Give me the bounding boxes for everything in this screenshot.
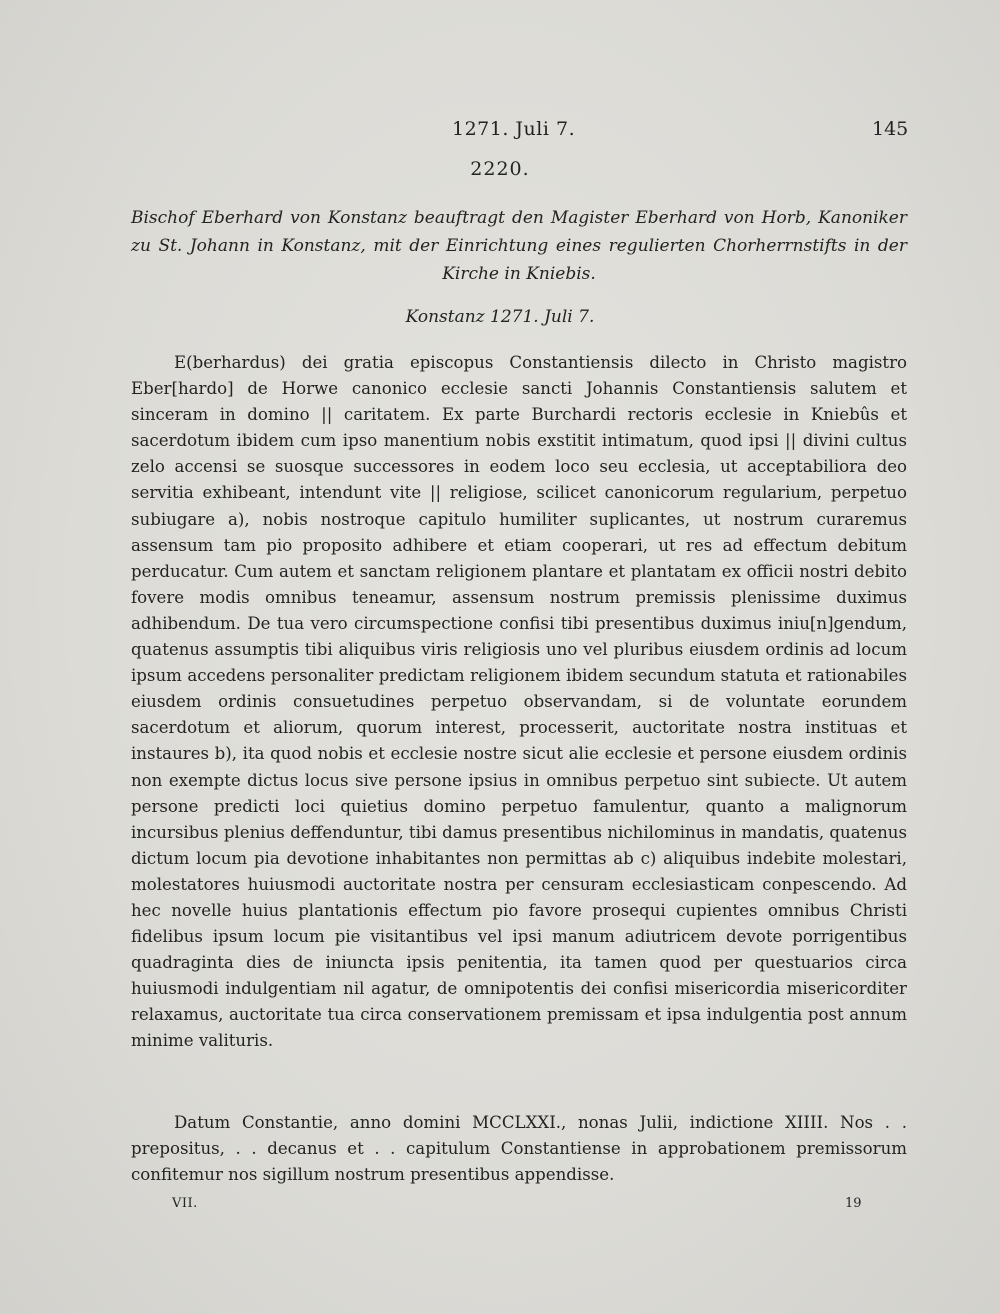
regest-summary: Bischof Eberhard von Konstanz beauftragt den Magister Eberhard von Horb, Kanoniker zu St. Johann in Konstanz, mit der Einrichtung eines regulierten Chorherrnstifts in der Kirche in Kniebis. [131,208,907,284]
sheet-number: 19 [845,1196,862,1211]
charter-body-paragraph: E(berhardus) dei gratia episcopus Constantiensis dilecto in Christo magistro Eber[hardo] de Horwe canonico ecclesie sancti Johannis Constantiensis salutem et sinceram in domino || caritatem. Ex parte Burchardi rectoris ecclesie in Kniebûs et sacerdotum ibidem cum ipso manentium nobis exstitit intimatum, quod ipsi || divini cultus zelo accensi se suosque successores in eodem loco seu ecclesia, ut acceptabiliora deo servitia exhibeant, intendunt vite || religiose, scilicet canonicorum regularium, perpetuo subiugare a), nobis nostroque capitulo humiliter suplicantes, ut nostrum curaremus assensum tam pio proposito adhibere et etiam cooperari, ut res ad effectum debitum perducatur. Cum autem et sanctam religionem plantare et plantatam ex officii nostri debito fovere modis omnibus teneamur, assensum nostrum premissis plenissime duximus adhibendum. De tua vero circumspectione confisi tibi presentibus duximus iniu[n]gendum, quatenus assumptis tibi aliquibus viris religiosis uno vel pluribus eiusdem ordinis ad locum ipsum accedens personaliter predictam religionem ibidem secundum statuta et rationabiles eiusdem ordinis consuetudines perpetuo observandam, si de voluntate eorundem sacerdotum et aliorum, quorum interest, processerit, auctoritate nostra instituas et instaures b), ita quod nobis et ecclesie nostre sicut alie ecclesie et persone eiusdem ordinis non exempte dictus locus sive persone ipsius in omnibus perpetuo sint subiecte. Ut autem persone predicti loci quietius domino perpetuo famulentur, quanto a malignorum incursibus plenius deffenduntur, tibi damus presentibus nichilominus in mandatis, quatenus dictum locum pia devotione inhabitantes non permittas ab c) aliquibus indebite molestari, molestatores huiusmodi auctoritate nostra per censuram ecclesiasticam conpescendo. Ad hec novelle huius plantationis effectum pio favore prosequi cupientes omnibus Christi fidelibus ipsum locum pie visitantibus vel ipsi manum adiutricem devote porrigentibus quadraginta dies de iniuncta ipsis penitentia, ita tamen quod per questuarios circa huiusmodi indulgentiam nil agatur, de omnipotentis dei confisi misericordia misericorditer relaxamus, auctoritate tua circa conservationem premissam et ipsa indulgentia post annum minime valituris. [131,353,907,1051]
dating-clause: Datum Constantie, anno domini MCCLXXI., nonas Julii, indictione XIIII. Nos . . prepositus, . . decanus et . . capitulum Constantiense in approbationem premissorum confitemur nos sigillum nostrum presentibus appendisse. [131,1113,907,1185]
page-number: 145 [872,118,909,140]
running-head: 1271. Juli 7. [452,118,576,140]
place-date: Konstanz 1271. Juli 7. [405,307,595,327]
document-number: 2220. [470,158,530,180]
signature-mark: VII. [172,1196,198,1211]
charter-text [131,350,907,1055]
